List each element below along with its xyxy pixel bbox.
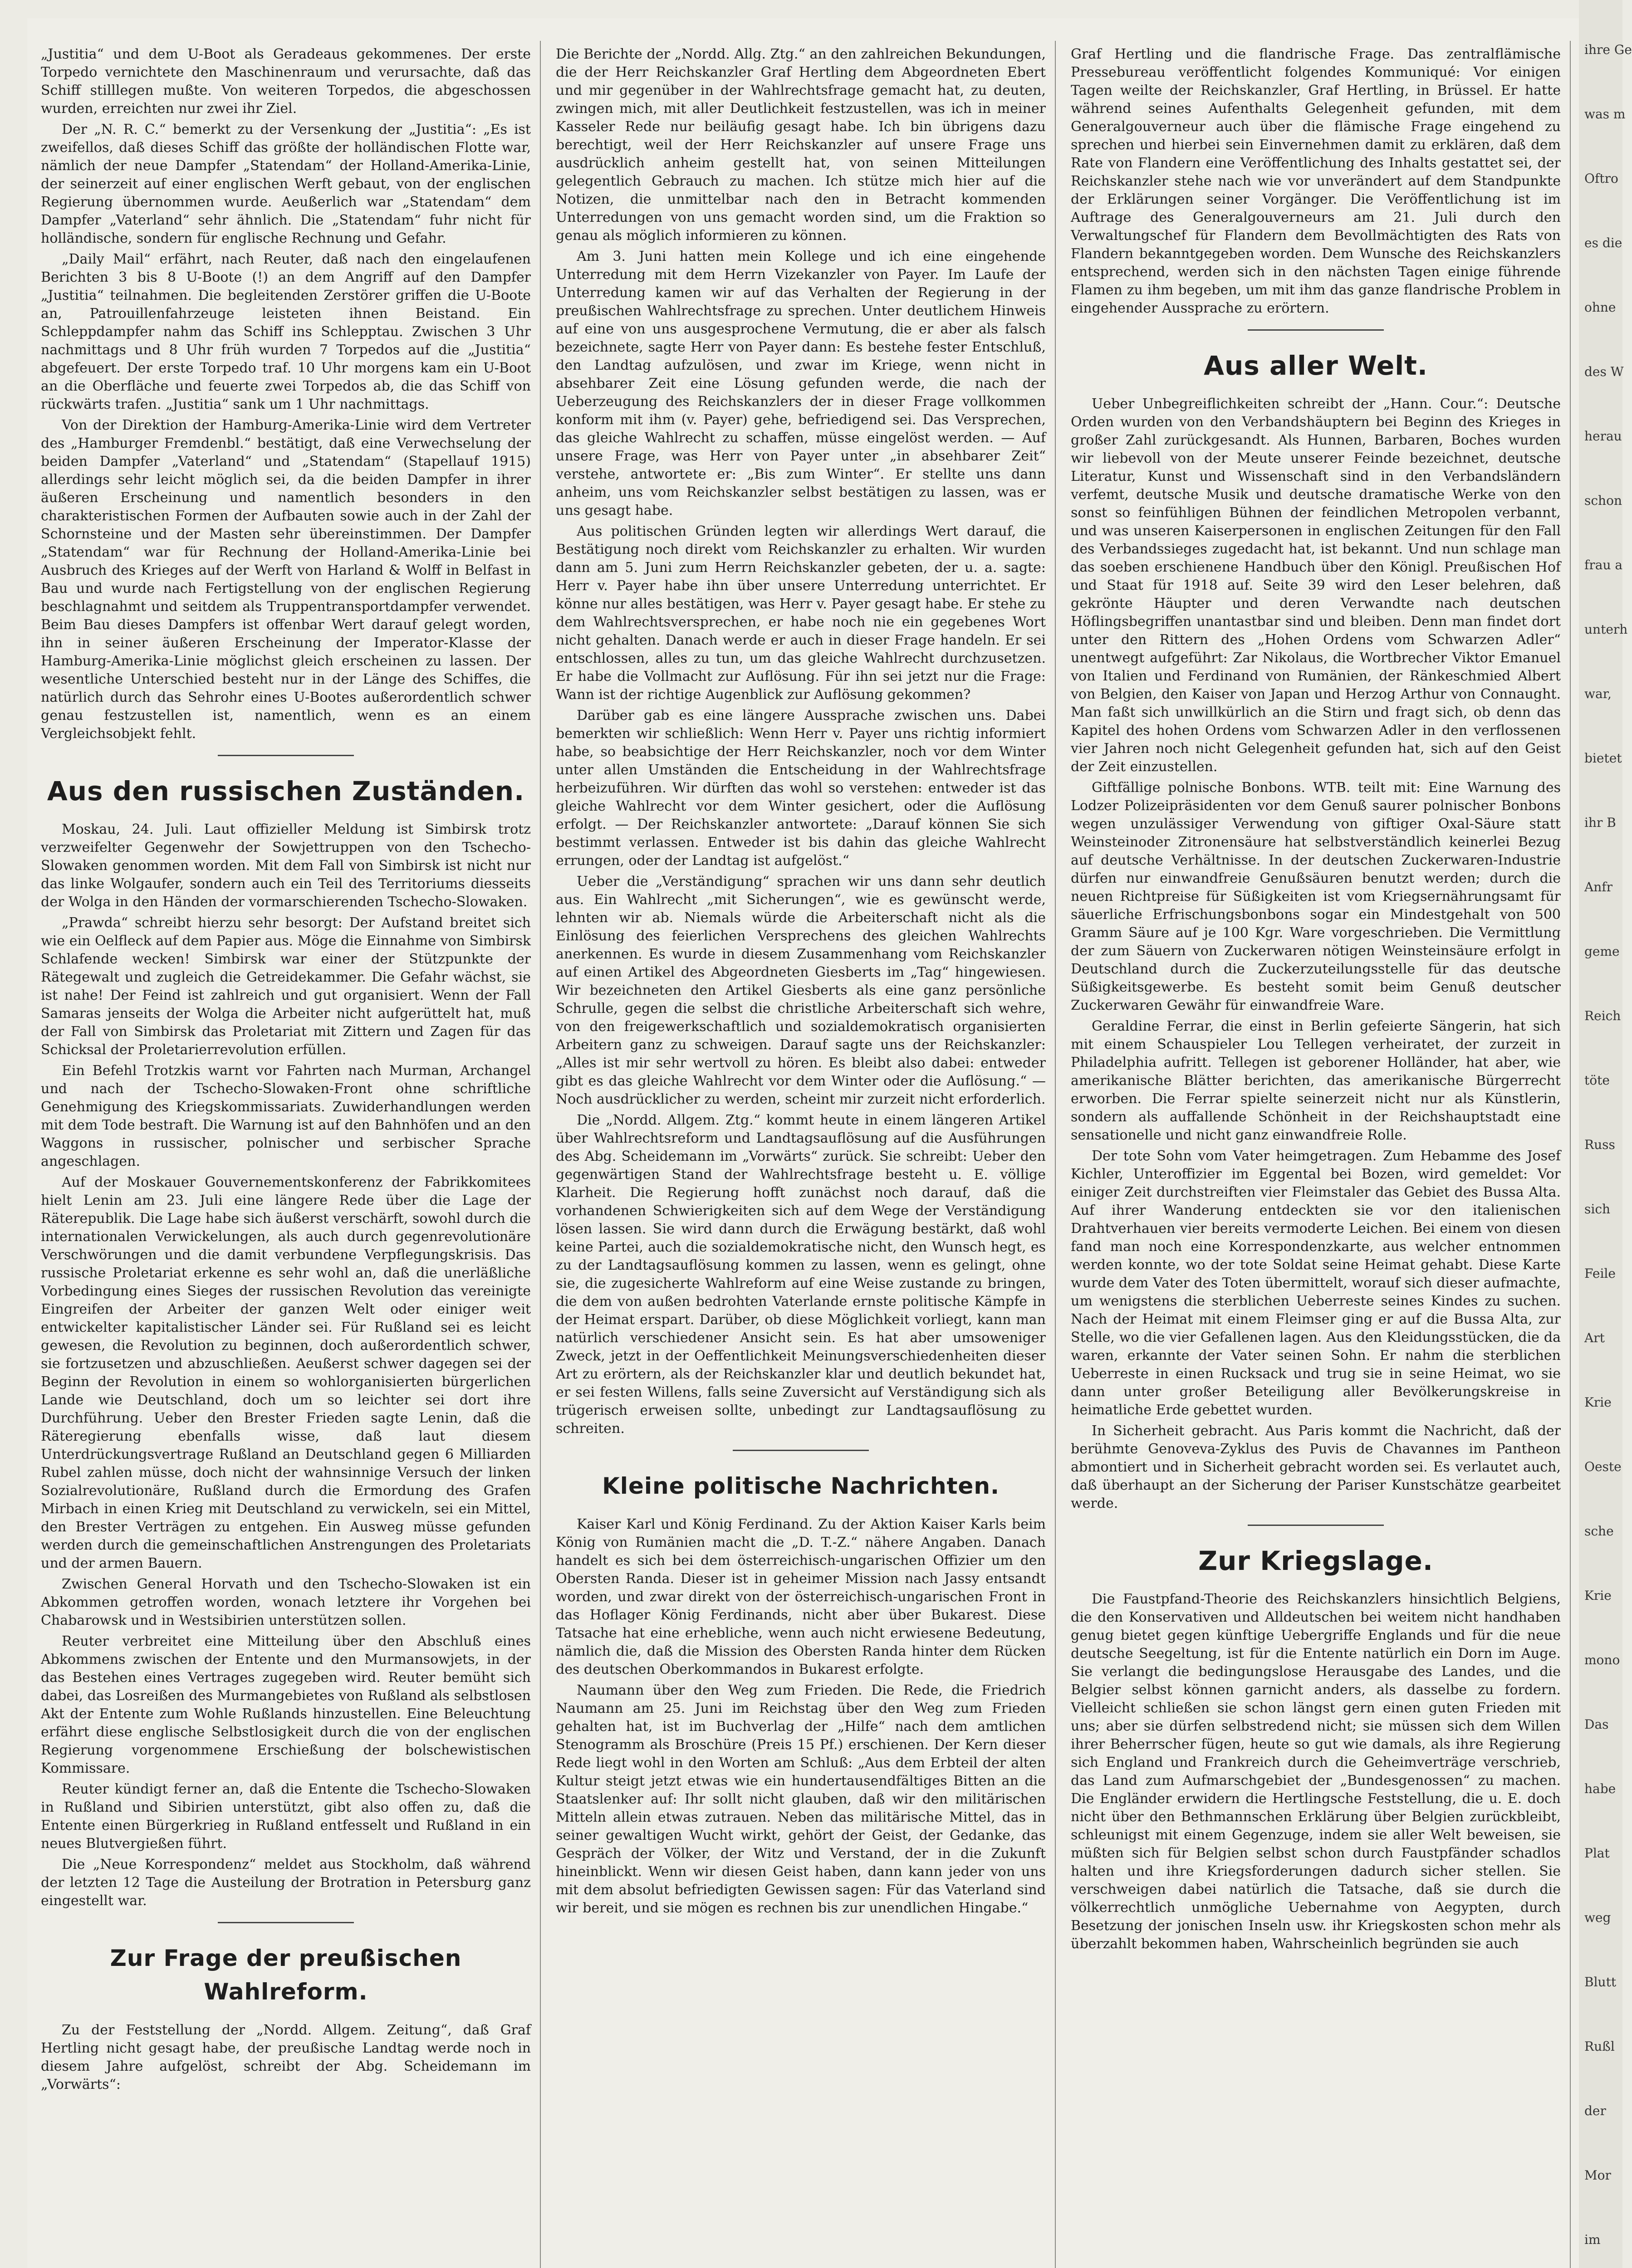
edge-fragment: im <box>1584 2232 1601 2247</box>
article-paragraph: Am 3. Juni hatten mein Kollege und ich eine eingehende Unterredung mit dem Herrn Vizekanzler von Payer. Im Laufe der Unterredung kamen wir auf das Verhalten der Regierung in der preußischen Wahlrechtsfrage zu sprechen. Unter deutlichem Hinweis auf eine von uns ausgesprochene Vermutung, die er aber als falsch bezeichnete, sagte Herr von Payer dann: Es bestehe fester Entschluß, den Landtag aufzulösen, und zwar im Kriege, wenn nicht in absehbarer Zeit eine Lösung gefunden werde, die nach der Ueberzeugung des Reichskanzlers der in dieser Frage vollkommen konform mit ihm (v. Payer) gehe, befriedigend sei. Das Versprechen, das gleiche Wahlrecht zu schaffen, müsse eingelöst werden. — Auf unsere Frage, was Herr von Payer unter „in absehbarer Zeit“ verstehe, antwortete er: „Bis zum Winter“. Er stellte uns dann anheim, uns vom Reichskanzler selbst bestätigen zu lassen, was er uns gesagt habe. <box>556 249 1046 518</box>
edge-fragment: Blutt <box>1584 1975 1617 1989</box>
section-divider <box>218 1922 354 1923</box>
column-3 <box>1071 45 1561 1956</box>
edge-fragment: mono <box>1584 1652 1620 1667</box>
article-paragraph: Zu der Feststellung der „Nordd. Allgem. Zeitung“, daß Graf Hertling nicht gesagt habe, der preußische Landtag werde noch in diesem Jahre aufgelöst, schreibt der Abg. Scheidemann im „Vorwärts“: <box>41 2022 531 2092</box>
article-paragraph: Die Berichte der „Nordd. Allg. Ztg.“ an den zahlreichen Bekundungen, die der Herr Reichskanzler Graf Hertling dem Abgeordneten Ebert und mir gegenüber in der Wahlrechtsfrage gemacht hat, zu deuten, zwingen mich, mit aller Deutlichkeit festzustellen, was ich in meiner Kasseler Rede nur beiläufig gesagt habe. Ich bin übrigens dazu berechtigt, weil der Herr Reichskanzler auf unsere Frage uns ausdrücklich anheim gestellt hat, von seinen Mitteilungen gelegentlich Gebrauch zu machen. Ich stütze mich hier auf die Notizen, die unmittelbar nach den in Betracht kommenden Unterredungen von uns gemacht worden sind, um die Fraktion so genau als möglich informieren zu können. <box>556 46 1046 244</box>
edge-fragment: Art <box>1584 1330 1605 1345</box>
column-rule <box>1570 41 1571 2268</box>
article-paragraph: Ueber die „Verständigung“ sprachen wir uns dann sehr deutlich aus. Ein Wahlrecht „mit Sicherungen“, wie es gewünscht werde, lehnten wir ab. Niemals würde die Arbeiterschaft nicht als die Einlösung des feierlichen Versprechens des gleichen Wahlrechts anerkennen. Es wurde in diesem Zusammenhang vom Reichskanzler auf einen Artikel des Abgeordneten Giesberts im „Tag“ hingewiesen. Wir bezeichneten den Artikel Giesberts als eine ganz persönliche Schrulle, gegen die selbst die christliche Arbeiterschaft sich wehre, von den freigewerkschaftlich und sozialdemokratisch organisierten Arbeitern ganz zu schweigen. Darauf sagte uns der Reichskanzler: „Alles ist mir sehr wertvoll zu hören. Es bleibt also dabei: entweder gibt es das gleiche Wahlrecht vor dem Winter oder die Auflösung.“ — Noch ausdrücklicher zu werden, scheint mir zurzeit nicht erforderlich. <box>556 874 1046 1107</box>
section-heading: Zur Kriegslage. <box>1198 1545 1433 1576</box>
article-paragraph: Die „Nordd. Allgem. Ztg.“ kommt heute in einem längeren Artikel über Wahlrechtsreform und Landtagsauflösung auf die Ausführungen des Abg. Scheidemann im „Vorwärts“ zurück. Sie schreibt: Ueber den gegenwärtigen Stand der Wahlrechtsfrage besteht u. E. völlige Klarheit. Die Regierung hofft zunächst noch darauf, daß die vorhandenen Schwierigkeiten sich auf dem Wege der Verständigung lösen lassen. Sie wird dann durch die Erwägung bestärkt, daß wohl keine Partei, auch die sozialdemokratische nicht, den Wunsch hegt, es zu der Landtagsauflösung kommen zu lassen, wenn es gelingt, ohne sie, die zugesicherte Wahlreform auf eine Weise zustande zu bringen, die dem von außen bedrohten Vaterlande ernste politische Kämpfe in der Heimat erspart. Darüber, ob diese Möglichkeit vorliegt, kann man natürlich verschiedener Ansicht sein. Es hat aber umsoweniger Zweck, jetzt in der Oeffentlichkeit Meinungsverschiedenheiten dieser Art zu erörtern, als der Reichskanzler klar und deutlich bekundet hat, er sei festen Willens, falls seine Zuversicht auf Verständigung sich als trügerisch erweisen sollte, unbedingt zur Landtagsauflösung zu schreiten. <box>556 1112 1046 1437</box>
edge-fragment: habe <box>1584 1781 1616 1796</box>
article-paragraph: In Sicherheit gebracht. Aus Paris kommt die Nachricht, daß der berühmte Genoveva-Zyklus des Puvis de Chavannes im Pantheon abmontiert und in Sicherheit gebracht worden sei. Es verlautet auch, daß überhaupt an der Sicherung der Pariser Kunstschätze gearbeitet werde. <box>1071 1423 1561 1511</box>
edge-fragment: was m <box>1584 107 1626 122</box>
edge-fragment: ohne <box>1584 300 1616 315</box>
section-divider <box>218 755 354 756</box>
adjacent-page-fragments <box>1579 41 1632 2249</box>
edge-fragment: geme <box>1584 944 1620 959</box>
edge-fragment: ihr B <box>1584 815 1616 830</box>
edge-fragment: Krie <box>1584 1395 1612 1410</box>
section-divider <box>733 1450 869 1451</box>
article-paragraph: Der tote Sohn vom Vater heimgetragen. Zum Hebamme des Josef Kichler, Unteroffizier im Eggental bei Bozen, wird gemeldet: Vor einiger Zeit durchstreiften vier Fleimstaler das Gebiet des Bussa Alta. Auf ihrer Wanderung entdeckten sie vor den italienischen Drahtverhauen vier bereits vermoderte Leichen. Bei einem von diesen fand man noch eine Korrespondenzkarte, aus welcher entnommen werden konnte, wo der tote Soldat seine Heimat gehabt. Diese Karte wurde dem Vater des Toten übermittelt, worauf sich dieser aufmachte, um wenigstens die sterblichen Ueberreste seines Kindes zu suchen. Nach der Heimat mit einem Fleimser ging er auf die Bussa Alta, zur Stelle, wo die vier Gefallenen lagen. Aus den Kleidungsstücken, die da waren, erkannte der Vater seinen Sohn. Er nahm die sterblichen Ueberreste in einen Rucksack und trug sie in seine Heimat, wo sie dann unter großer Beteiligung aller Bevölkerungskreise in heimatliche Erde gebettet wurden. <box>1071 1148 1561 1418</box>
article-paragraph: Aus politischen Gründen legten wir allerdings Wert darauf, die Bestätigung noch direkt vom Reichskanzler zu erhalten. Wir wurden dann am 5. Juni zum Herrn Reichskanzler gebeten, der u. a. sagte: Herr v. Payer habe ihn über unsere Unterredung unterrichtet. Er könne nur alles bestätigen, was Herr v. Payer gesagt habe. Er stehe zu dem Wahlrechtsversprechen, er habe noch nie ein gegebenes Wort nicht gehalten. Danach werde er auch in dieser Frage handeln. Er sei entschlossen, alles zu tun, um das gleiche Wahlrecht durchzusetzen. Er habe die Vollmacht zur Auflösung. Für ihn sei jetzt nur die Frage: Wann ist der richtige Augenblick zur Auflösung gekommen? <box>556 523 1046 703</box>
article-paragraph: „Daily Mail“ erfährt, nach Reuter, daß nach den eingelaufenen Berichten 3 bis 8 U-Boote (!) an dem Angriff auf den Dampfer „Justitia“ teilnahmen. Die begleitenden Zerstörer griffen die U-Boote an, Patrouillenfahrzeuge leisteten ihnen Beistand. Ein Schleppdampfer nahm das Schiff ins Schlepptau. Zwischen 3 Uhr nachmittags und 8 Uhr früh wurden 7 Torpedos auf die „Justitia“ abgefeuert. Der erste Torpedo traf. 10 Uhr morgens kam ein U-Boot an die Oberfläche und feuerte zwei Torpedos ab, die das Schiff von rückwärts trafen. „Justitia“ sank um 1 Uhr nachmittags. <box>41 251 531 412</box>
article-paragraph: Zwischen General Horvath und den Tschecho-Slowaken ist ein Abkommen getroffen worden, wonach letztere ihr Vorgehen bei Chabarowsk und in Westsibirien unterstützen sollen. <box>41 1576 531 1628</box>
article-paragraph: Moskau, 24. Juli. Laut offizieller Meldung ist Simbirsk trotz verzweifelter Gegenwehr der Sowjettruppen von den Tschecho-Slowaken genommen worden. Mit dem Fall von Simbirsk ist nicht nur das linke Wolgaufer, sondern auch ein Teil des Territoriums diesseits der Wolga in den Händen der vormarschierenden Tschecho-Slowaken. <box>41 821 531 910</box>
adjacent-page-edge <box>1579 0 1632 2268</box>
edge-fragment: Plat <box>1584 1846 1610 1861</box>
article-paragraph: Reuter kündigt ferner an, daß die Entente die Tschecho-Slowaken in Rußland und Sibirien unterstützt, gibt also offen zu, daß die Entente einen Bürgerkrieg in Rußland entfesselt und Rußland in ein neues Blutvergießen führt. <box>41 1781 531 1852</box>
edge-fragment: töte <box>1584 1073 1610 1088</box>
edge-fragment: Rußl <box>1584 2039 1615 2054</box>
edge-fragment: Russ <box>1584 1137 1615 1152</box>
article-paragraph: Ein Befehl Trotzkis warnt vor Fahrten nach Murman, Archangel und nach der Tschecho-Slowaken-Front ohne schriftliche Genehmigung des Kriegskommissariats. Zuwiderhandlungen werden mit dem Tode bestraft. Die Warnung ist auf den Bahnhöfen und an den Waggons in russischer, polnischer und serbischer Sprache angeschlagen. <box>41 1063 531 1169</box>
edge-fragment: Oftro <box>1584 171 1618 186</box>
edge-fragment: ihre Ge <box>1584 42 1632 57</box>
section-divider <box>1248 329 1384 331</box>
edge-fragment: des W <box>1584 364 1624 379</box>
article-paragraph: Von der Direktion der Hamburg-Amerika-Linie wird dem Vertreter des „Hamburger Fremdenbl.“ bestätigt, daß eine Verwechselung der beiden Dampfer „Vaterland“ und „Statendam“ (Stapellauf 1915) allerdings sehr leicht möglich sei, da die beiden Dampfer in ihrer äußeren Erscheinung und namentlich besonders in den charakteristischen Formen der Aufbauten sowie auch in der Zahl der Schornsteine und der Masten sehr übereinstimmen. Der Dampfer „Statendam“ war für Rechnung der Holland-Amerika-Linie bei Ausbruch des Krieges auf der Werft von Harland & Wolff in Belfast in Bau und wurde nach Fertigstellung von der englischen Regierung beschlagnahmt und seitdem als Truppentransportdampfer verwendet. Beim Bau dieses Dampfers ist offenbar Wert darauf gelegt worden, ihn in seiner äußeren Erscheinung der Imperator-Klasse der Hamburg-Amerika-Linie möglichst gleich erscheinen zu lassen. Der wesentliche Unterschied besteht nur in der Länge des Schiffes, die natürlich durch das Sehrohr eines U-Bootes außerordentlich schwer genau festzustellen ist, namentlich, wenn es an einem Vergleichsobjekt fehlt. <box>41 417 531 742</box>
column-rule <box>540 41 541 2268</box>
edge-fragment: war, <box>1584 686 1612 701</box>
article-paragraph: Reuter verbreitet eine Mitteilung über den Abschluß eines Abkommens zwischen der Entente und den Murmansowjets, in der das Bestehen eines Vertrages zugegeben wird. Reuter bemüht sich dabei, das Losreißen des Murmangebietes von Rußland als selbstlosen Akt der Entente zum Wohle Rußlands hinzustellen. Eine Beleuchtung erfährt diese englische Selbstlosigkeit durch die von der englischen Regierung vorgenommene Erschießung der bolschewistischen Kommissare. <box>41 1633 531 1776</box>
edge-fragment: Anfr <box>1584 880 1613 894</box>
edge-fragment: sche <box>1584 1524 1614 1539</box>
article-paragraph: Die „Neue Korrespondenz“ meldet aus Stockholm, daß während der letzten 12 Tage die Austeilung der Brotration in Petersburg ganz eingestellt war. <box>41 1857 531 1909</box>
article-paragraph: „Prawda“ schreibt hierzu sehr besorgt: Der Aufstand breitet sich wie ein Oelfleck auf dem Papier aus. Möge die Einnahme von Simbirsk Schlafende wecken! Simbirsk war einer der Stützpunkte der Rätegewalt und zugleich die Getreidekammer. Die Gefahr wächst, sie ist nahe! Der Feind ist zahlreich und gut organisiert. Wenn der Fall Samaras jenseits der Wolga die Arbeiter nicht aufgerüttelt hat, muß der Fall von Simbirsk das Proletariat mit Zittern und Zagen für das Schicksal der Proletarierrevolution erfüllen. <box>41 915 531 1058</box>
section-divider <box>1248 1525 1384 1526</box>
edge-fragment: frau a <box>1584 557 1623 572</box>
edge-fragment: schon <box>1584 493 1622 508</box>
edge-fragment: Das <box>1584 1717 1609 1732</box>
edge-fragment: Oeste <box>1584 1459 1622 1474</box>
section-heading: Aus den russischen Zuständen. <box>47 776 525 807</box>
section-heading: Kleine politische Nachrichten. <box>602 1473 1000 1499</box>
article-paragraph: Giftfällige polnische Bonbons. WTB. teilt mit: Eine Warnung des Lodzer Polizeipräsidenten vor dem Genuß saurer polnischer Bonbons wegen unzulässiger Verwendung von giftiger Oxal-Säure statt Weinsteinoder Zitronensäure hat selbstverständlich keinerlei Bezug auf deutsche Verhältnisse. In der deutschen Zuckerwaren-Industrie dürfen nur einwandfreie Genußsäuren benutzt werden; durch die neuen Richtpreise für Süßigkeiten ist vom Kriegsernährungsamt für säuerliche Erfrischungsbonbons sogar ein Mindestgehalt von 500 Gramm Säure auf je 100 Kgr. Ware vorgeschrieben. Die Vermittlung der zum Säuern von Zuckerwaren nötigen Weinsteinsäure erfolgt in Deutschland durch die Zuckerzuteilungsstelle für das deutsche Süßigkeitsgewerbe. Es besteht somit beim Genuß deutscher Zuckerwaren Gewähr für einwandfreie Ware. <box>1071 780 1561 1013</box>
article-paragraph: Kaiser Karl und König Ferdinand. Zu der Aktion Kaiser Karls beim König von Rumänien macht die „D. T.-Z.“ nähere Angaben. Danach handelt es sich bei dem österreichisch-ungarischen Offizier um den Obersten Randa. Dieser ist in geheimer Mission nach Jassy entsandt worden, und zwar direkt von der österreichisch-ungarischen Front in das Hoflager König Ferdinands, nicht aber über Bukarest. Diese Tatsache hat eine erhebliche, wenn auch nicht erwiesene Bedeutung, nämlich die, daß die Mission des Obersten Randa hinter dem Rücken des deutschen Oberkommandos in Bukarest erfolgte. <box>556 1516 1046 1677</box>
edge-fragment: weg <box>1584 1910 1611 1925</box>
column-rule <box>1055 41 1056 2268</box>
edge-fragment: Mor <box>1584 2168 1611 2183</box>
section-heading: Aus aller Welt. <box>1204 350 1428 381</box>
edge-fragment: es die <box>1584 235 1622 250</box>
section-heading: Zur Frage der preußischen Wahlreform. <box>110 1945 462 2005</box>
article-paragraph: Darüber gab es eine längere Aussprache zwischen uns. Dabei bemerkten wir schließlich: Wenn Herr v. Payer uns richtig informiert habe, so beabsichtige der Herr Reichskanzler, noch vor dem Winter unter allen Umständen die Entscheidung in der Wahlrechtsfrage herbeizuführen. Wir dürften das wohl so verstehen: entweder ist das gleiche Wahlrecht vor dem Winter gesichert, oder die Auflösung erfolgt. — Der Reichskanzler antwortete: „Darauf können Sie sich bestimmt verlassen. Entweder ist bis dahin das gleiche Wahlrecht errungen, oder der Landtag ist aufgelöst.“ <box>556 708 1046 869</box>
newspaper-page <box>27 18 1579 2268</box>
edge-fragment: sich <box>1584 1202 1611 1217</box>
edge-fragment: herau <box>1584 429 1622 444</box>
edge-fragment: Reich <box>1584 1008 1621 1023</box>
article-paragraph: Die Faustpfand-Theorie des Reichskanzlers hinsichtlich Belgiens, die den Konservativen und Alldeutschen bei weitem nicht handhaben genug bietet gegen künftige Uebergriffe Englands und für die neue deutsche Seegeltung, ist für die Entente natürlich ein Dorn im Auge. Sie verlangt die bedingungslose Herausgabe des Landes, und die Belgier selbst können garnicht anders, als dasselbe zu fordern. Vielleicht schließen sie schon längst gern einen guten Frieden mit uns; aber sie dürfen selbstredend nicht; sie müssen sich dem Willen ihrer Beherrscher fügen, heute so gut wie damals, als ihre Regierung sich England und Frankreich durch die Geheimverträge verschrieb, das Land zum Aufmarschgebiet der „Bundesgenossen“ zu machen. Die Engländer erwidern die Hertlingsche Feststellung, die u. E. doch nicht über den Bethmannschen Erklärung über Belgien zurückbleibt, schleunigst mit einem Gegenzuge, indem sie aller Welt beweisen, sie müßten sich für Belgien selbst schon durch Faustpfänder schadlos halten und ihre Kriegsforderungen dadurch sicher stellen. Sie verschweigen dabei natürlich die Tatsache, daß sie durch die völkerrechtlich unmögliche Uebernahme von Aegypten, durch Besetzung der jonischen Inseln usw. ihr Kriegskosten schon mehr als überzahlt bekommen haben, Wahrscheinlich begründen sie auch <box>1071 1591 1561 1952</box>
column-1 <box>41 45 531 2097</box>
article-paragraph: „Justitia“ und dem U-Boot als Geradeaus gekommenes. Der erste Torpedo vernichtete den Maschinenraum und verursachte, daß das Schiff stilllegen mußte. Von weiteren Torpedos, die abgeschossen wurden, erreichten nur zwei ihr Ziel. <box>41 46 531 117</box>
column-2 <box>556 45 1046 1920</box>
edge-fragment: Krie <box>1584 1588 1612 1603</box>
article-paragraph: Der „N. R. C.“ bemerkt zu der Versenkung der „Justitia“: „Es ist zweifellos, daß dieses Schiff das größte der holländischen Flotte war, nämlich der neue Dampfer „Statendam“ der Holland-Amerika-Linie, der seinerzeit auf einer englischen Werft gebaut, von der englischen Regierung übernommen wurde. Aeußerlich war „Statendam“ dem Dampfer „Vaterland“ sehr ähnlich. Die „Statendam“ fuhr nicht für holländische, sondern für englische Rechnung und Gefahr. <box>41 122 531 246</box>
article-paragraph: Naumann über den Weg zum Frieden. Die Rede, die Friedrich Naumann am 25. Juni im Reichstag über den Weg zum Frieden gehalten hat, ist im Buchverlag der „Hilfe“ nach dem amtlichen Stenogramm als Broschüre (Preis 15 Pf.) erschienen. Der Kern dieser Rede liegt wohl in den Worten am Schluß: „Aus dem Erbteil der alten Kultur steigt jetzt etwas wie ein hundertausendfältiges Bitten an die Staatslenker auf: Ihr sollt nicht glauben, daß wir den militärischen Mitteln allein etwas zutrauen. Neben das militärische Mittel, das in seiner gewaltigen Wucht wirkt, gehört der Geist, der Gedanke, das Gespräch der Völker, der Witz und Verstand, der in die Zukunft hineinblickt. Wenn wir diesen Geist haben, dann kann jeder von uns mit dem absolut befriedigten Gewissen sagen: Für das Vaterland sind wir bereit, und sie mögen es rechnen bis zur unendlichen Hingabe.“ <box>556 1682 1046 1916</box>
article-paragraph: Auf der Moskauer Gouvernementskonferenz der Fabrikkomitees hielt Lenin am 23. Juli eine längere Rede über die Lage der Räterepublik. Die Lage habe sich äußerst verschärft, sowohl durch die internationalen Verwickelungen, als auch durch gegenrevolutionäre Verschwörungen und die damit verbundene Verpflegungskrisis. Das russische Proletariat erkenne es sehr wohl an, daß die unerläßliche Vorbedingung eines Sieges der russischen Revolution das vereinigte Eingreifen der Arbeiter der ganzen Welt oder einiger weit entwickelter kapitalistischer Länder sei. Für Rußland sei es leicht gewesen, die Revolution zu beginnen, doch außerordentlich schwer, sie fortzusetzen und abzuschließen. Aeußerst schwer dagegen sei der Beginn der Revolution in einem so wohlorganisierten bürgerlichen Lande wie Deutschland, doch um so leichter sei dort ihre Durchführung. Ueber den Brester Frieden sagte Lenin, daß die Räteregierung ebenfalls wisse, daß laut diesem Unterdrückungsvertrage Rußland an Deutschland gegen 6 Milliarden Rubel zahlen müsse, doch nicht der wahnsinnige Versuch der linken Sozialrevolutionäre, Rußland durch die Ermordung des Grafen Mirbach in einen Krieg mit Deutschland zu verwickeln, sei ein Mittel, den Brester Verträgen zu entgehen. Ein Ausweg müsse gefunden werden durch die gemeinschaftlichen Anstrengungen des Proletariats und der armen Bauern. <box>41 1174 531 1571</box>
article-paragraph: Ueber Unbegreiflichkeiten schreibt der „Hann. Cour.“: Deutsche Orden wurden von den Verbandshäuptern bei Beginn des Krieges in großer Zahl zurückgesandt. Als Hunnen, Barbaren, Boches wurden wir liebevoll von der Meute unserer Feinde bezeichnet, deutsche Literatur, Kunst und Wissenschaft sind in den Verbandsländern verfemt, deutsche Musik und deutsche dramatische Werke von den sonst so feinfühligen Bühnen der feindlichen Metropolen verbannt, und was unseren Kaiserpersonen in englischen Zeitungen für den Fall des Verbandssieges zugedacht hat, ist bekannt. Und nun schlage man das soeben erschienene Handbuch über den Königl. Preußischen Hof und Staat für 1918 auf. Seite 39 wird den Leser belehren, daß gekrönte Häupter und deren Verwandte nach deutschen Höflingsbegriffen unantastbar sind und bleiben. Denn man findet dort unter den Rittern des „Hohen Ordens vom Schwarzen Adler“ unentwegt aufgeführt: Zar Nikolaus, die Wortbrecher Viktor Emanuel von Italien und Ferdinand von Rumänien, der Ränkeschmied Albert von Belgien, den Kaiser von Japan und Herzog Arthur von Connaught. Man faßt sich unwillkürlich an die Stirn und fragt sich, ob denn das Kapitel des hohen Ordens vom Schwarzen Adler in den verflossenen vier Jahren noch nicht Gelegenheit gefunden hat, sich auf den Geist der Zeit einzustellen. <box>1071 396 1561 775</box>
article-paragraph: Geraldine Ferrar, die einst in Berlin gefeierte Sängerin, hat sich mit einem Schauspieler Lou Tellegen verheiratet, der zurzeit in Philadelphia aufritt. Tellegen ist geborener Holländer, hat aber, wie amerikanische Blätter berichten, das amerikanische Bürgerrecht erworben. Die Ferrar spielte seinerzeit nicht nur als Künstlerin, sondern als auffallende Schönheit in der Reichshauptstadt eine sensationelle und nicht ganz einwandfreie Rolle. <box>1071 1018 1561 1143</box>
edge-fragment: Feile <box>1584 1266 1616 1281</box>
article-paragraph: Graf Hertling und die flandrische Frage. Das zentralflämische Pressebureau veröffentlicht folgendes Kommuniqué: Vor einigen Tagen weilte der Reichskanzler, Graf Hertling, in Brüssel. Er hatte während seines Aufenthalts Gelegenheit gefunden, mit dem Generalgouverneur auch über die flämische Frage eingehend zu sprechen und hierbei sein Einvernehmen damit zu erklären, daß dem Rate von Flandern eine Veröffentlichung des Inhalts gestattet sei, der Reichskanzler stehe nach wie vor unverändert auf dem Standpunkte der Erklärungen seiner Vorgänger. Die Veröffentlichung ist im Auftrage des Generalgouverneurs am 21. Juli durch den Verwaltungschef für Flandern dem Bevollmächtigten des Rats von Flandern bekanntgegeben worden. Dem Wunsche des Reichskanzlers entsprechend, werden sich in den nächsten Tagen einige führende Flamen zu ihm begeben, um mit ihm das ganze flandrische Problem in eingehender Aussprache zu erörtern. <box>1071 46 1561 316</box>
edge-fragment: der <box>1584 2103 1606 2118</box>
edge-fragment: bietet <box>1584 751 1622 766</box>
edge-fragment: unterh <box>1584 622 1628 637</box>
